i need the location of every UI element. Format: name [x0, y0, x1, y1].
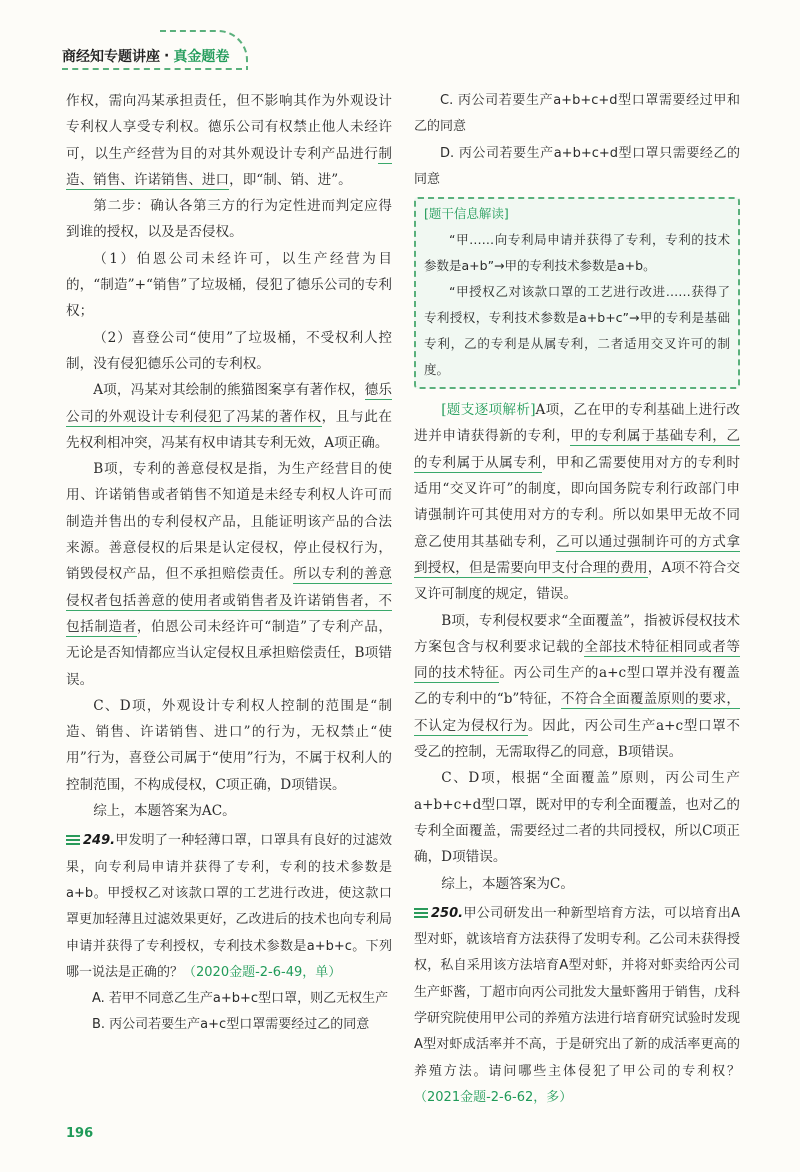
- box-title: [题干信息解读]: [424, 206, 509, 222]
- paragraph: [题支逐项解析]A项，乙在甲的专利基础上进行改进并申请获得新的专利，甲的专利属于基础专利，乙的专利属于从属专利，甲和乙需要使用对方的专利时适用“交叉许可”的制度，即向国务院专利行政部门申请强制许可其使用对方的专利。所以如果甲无故不同意乙使用其基础专利，乙可以通过强制许可的方式拿到授权，但是需要向甲支付合理的费用，A项不符合交叉许可制度的规定，错误。: [414, 402, 741, 603]
- underline-highlight: 全部技术特征相同或者等同的技术特征: [414, 638, 741, 682]
- question-source: （2021金题-2-6-62，多）: [414, 1089, 573, 1105]
- paragraph: 第二步：确认各第三方的行为定性进而判定应得到谁的授权，以及是否侵权。: [66, 198, 392, 241]
- paragraph: 作权，需向冯某承担责任，但不影响其作为外观设计专利权人享受专利权。德乐公司有权禁止他人未经许可，以生产经营为目的对其外观设计专利产品进行制造、销售、许诺销售、进口，即“制、销、进”。: [66, 93, 392, 188]
- paragraph: （1）伯恩公司未经许可，以生产经营为目的，“制造”+“销售”了垃圾桶，侵犯了德乐公司的专利权；: [66, 250, 392, 320]
- paragraph: C、D项，外观设计专利权人控制的范围是“制造、销售、许诺销售、进口”的行为，无权禁止“使用”行为，喜登公司属于“使用”行为，不属于权利人的控制范围，不构成侵权，C项正确，D项错误。: [66, 697, 392, 793]
- stem-interpretation-box: [414, 197, 740, 389]
- underline-highlight: 乙可以通过强制许可的方式拿到授权，但是需要向甲支付合理的费用: [414, 533, 741, 576]
- option-c: C. 丙公司若要生产a+b+c+d型口罩需要经过甲和乙的同意: [414, 93, 740, 135]
- page-number: 196: [66, 1126, 94, 1141]
- question-249: 249.甲发明了一种轻薄口罩，口罩具有良好的过滤效果，向专利局申请并获得了专利，专利的技术参数是a+b。甲授权乙对该款口罩的工艺进行改进，使这款口罩更加轻薄且过滤效果更好，乙改进后的技术也向专利局申请并获得了专利授权，专利技术参数是a+b+c。下列哪一说法是正确的？（2020金题-2-6-49，单）: [66, 833, 392, 980]
- paragraph: （2）喜登公司“使用”了垃圾桶，不受权利人控制，没有侵犯德乐公司的专利权。: [66, 329, 392, 372]
- question-icon: [414, 908, 428, 918]
- paragraph: A项，冯某对其绘制的熊猫图案享有著作权，德乐公司的外观设计专利侵犯了冯某的著作权，且与此在先权利相冲突，冯某有权申请其专利无效，A项正确。: [66, 382, 393, 451]
- question-number: 249.: [83, 833, 116, 849]
- question-icon: [66, 835, 80, 845]
- option-a: A. 若甲不同意乙生产a+b+c型口罩，则乙无权生产: [92, 991, 389, 1007]
- left-column: [66, 88, 392, 1039]
- question-number: 250.: [431, 905, 464, 921]
- header-title: 商经知专题讲座: [62, 49, 160, 65]
- paragraph: B项，专利侵权要求“全面覆盖”，指被诉侵权技术方案包含与权利要求记载的全部技术特征相同或者等同的技术特征。丙公司生产的a+c型口罩并没有覆盖乙的专利中的“b”特征，不符合全面覆盖原则的要求，不认定为侵权行为。因此，丙公司生产a+c型口罩不受乙的控制，无需取得乙的同意，B项错误。: [414, 612, 741, 761]
- box-paragraph: “甲……向专利局申请并获得了专利，专利的技术参数是a+b”→甲的专利技术参数是a+b。: [424, 232, 730, 274]
- right-column: [414, 88, 740, 1111]
- header-separator: ·: [164, 48, 170, 64]
- paragraph: 综上，本题答案为AC。: [93, 803, 236, 820]
- paragraph: C、D项，根据“全面覆盖”原则，丙公司生产a+b+c+d型口罩，既对甲的专利全面覆盖，也对乙的专利全面覆盖，需要经过二者的共同授权，所以C项正确，D项错误。: [414, 770, 740, 866]
- header-subtitle: 真金题卷: [173, 49, 230, 65]
- option-d: D. 丙公司若要生产a+b+c+d型口罩只需要经乙的同意: [414, 145, 740, 187]
- paragraph: B项，专利的善意侵权是指，为生产经营目的使用、许诺销售或者销售不知道是未经专利权人许可而制造并售出的专利侵权产品，且能证明该产品的合法来源。善意侵权的后果是认定侵权，停止侵权行为，销毁侵权产品，但不承担赔偿责任。所以专利的善意侵权者包括善意的使用者或销售者及许诺销售者，不包括制造者，伯恩公司未经许可“制造”了专利产品，无论是否知情都应当认定侵权且承担赔偿责任，B项错误。: [66, 461, 393, 688]
- option-b: B. 丙公司若要生产a+c型口罩需要经过乙的同意: [92, 1017, 370, 1033]
- box-paragraph: “甲授权乙对该款口罩的工艺进行改进……获得了专利授权，专利技术参数是a+b+c”→甲的专利是基础专利，乙的专利是从属专利，二者适用交叉许可的制度。: [424, 284, 730, 378]
- header-underline: [62, 68, 242, 70]
- question-250: 250.甲公司研发出一种新型培育方法，可以培育出A型对虾，就该培育方法获得了发明专利。乙公司未获得授权，私自采用该方法培育A型对虾，并将对虾卖给丙公司生产虾酱，丁超市向丙公司批发大量虾酱用于销售，戊科学研究院使用甲公司的养殖方法进行培育研究试验时发现A型对虾成活率并不高，于是研究出了新的成活率更高的养殖方法。请问哪些主体侵犯了甲公司的专利权？（2021金题-2-6-62，多）: [414, 905, 740, 1105]
- underline-highlight: 制造、销售、许诺销售、进口: [66, 145, 392, 188]
- underline-highlight: 甲的专利属于基础专利，乙的专利属于从属专利: [414, 428, 740, 471]
- question-source: （2020金题-2-6-49，单）: [183, 964, 342, 980]
- paragraph: 综上，本题答案为C。: [441, 875, 574, 892]
- underline-highlight: 所以专利的善意侵权者包括善意的使用者或销售者及许诺销售者，不包括制造者: [66, 566, 392, 635]
- underline-highlight: 不符合全面覆盖原则的要求，不认定为侵权行为: [414, 691, 741, 734]
- running-header: [62, 46, 229, 66]
- underline-highlight: 德乐公司的外观设计专利侵犯了冯某的著作权: [66, 382, 392, 425]
- analysis-tag: [题支逐项解析]: [441, 402, 536, 419]
